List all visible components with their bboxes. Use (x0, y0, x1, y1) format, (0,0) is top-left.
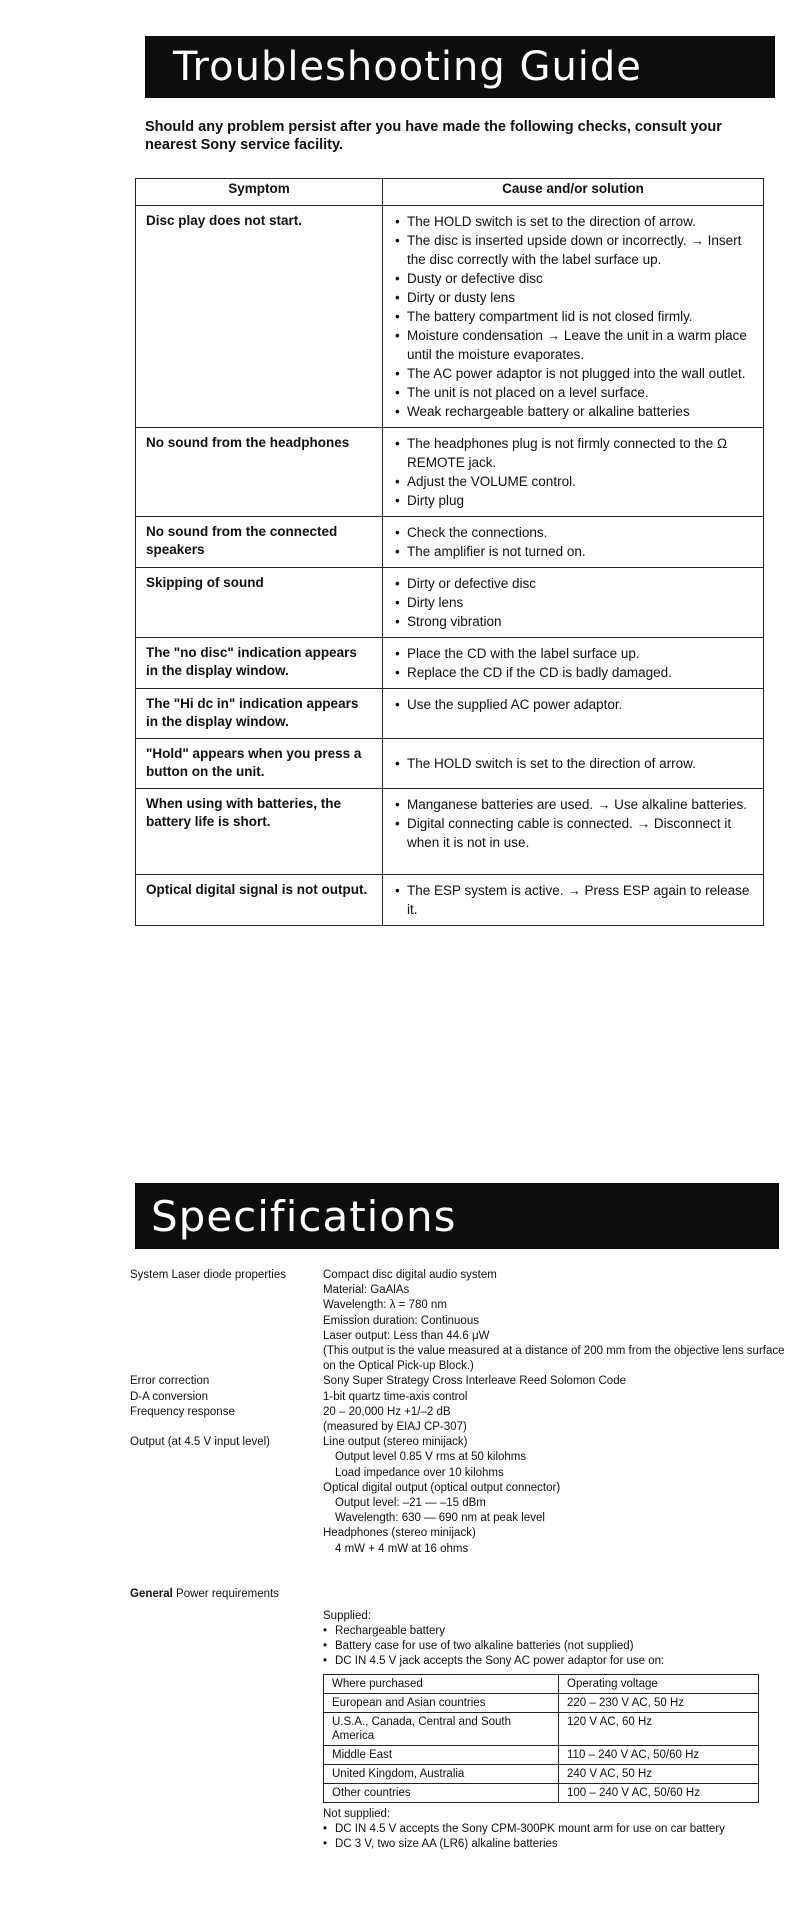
cause-item: • The amplifier is not turned on. (395, 542, 753, 561)
output-line: Optical digital output (optical output connector) (323, 1481, 561, 1494)
troubleshooting-title: Troubleshooting Guide (145, 36, 775, 98)
troubleshooting-table (135, 178, 764, 926)
spec-row-da (130, 1390, 790, 1405)
supplied-label: Supplied: (323, 1609, 371, 1622)
da-label: D-A conversion (130, 1390, 208, 1403)
system-label: System (130, 1269, 169, 1281)
laser-line: Emission duration: Continuous (323, 1314, 479, 1327)
cause-cell (383, 689, 764, 739)
da-value: 1-bit quartz time-axis control (323, 1390, 468, 1403)
symptom-cell: Skipping of sound (136, 568, 383, 638)
voltage-value: 120 V AC, 60 Hz (559, 1712, 759, 1745)
spec-value (323, 1268, 790, 1374)
voltage-value: 220 – 230 V AC, 50 Hz (559, 1693, 759, 1712)
cause-item: • Weak rechargeable battery or alkaline batteries (395, 402, 753, 421)
voltage-region: U.S.A., Canada, Central and South America (324, 1712, 559, 1745)
cause-item: • The battery compartment lid is not closed firmly. (395, 307, 753, 326)
symptom-cell: No sound from the connected speakers (136, 517, 383, 568)
output-line: 4 mW + 4 mW at 16 ohms (335, 1542, 469, 1555)
voltage-table (323, 1674, 759, 1803)
cause-item: • Dusty or defective disc (395, 269, 753, 288)
table-row (136, 428, 764, 517)
cause-item: • Replace the CD if the CD is badly damaged. (395, 663, 753, 682)
output-line: Headphones (stereo minijack) (323, 1527, 476, 1540)
voltage-region: Middle East (324, 1745, 559, 1764)
output-line: Wavelength: 630 — 690 nm at peak level (335, 1512, 545, 1525)
table-row (136, 206, 764, 428)
cause-cell (383, 739, 764, 789)
voltage-header-row (324, 1674, 759, 1693)
spec-label (130, 1268, 323, 1374)
spec-label (130, 1587, 323, 1852)
troubleshooting-intro: Should any problem persist after you have made the following checks, consult your nearest Sony service facility. (145, 119, 722, 153)
not-supplied-item: • DC 3 V, two size AA (LR6) alkaline batteries (323, 1837, 790, 1852)
cause-item: • The HOLD switch is set to the direction of arrow. (395, 212, 753, 231)
spec-row-general (130, 1587, 790, 1852)
freq-note: (measured by EIAJ CP-307) (323, 1421, 467, 1434)
not-supplied-label: Not supplied: (323, 1807, 391, 1820)
cause-item: • Place the CD with the label surface up. (395, 644, 753, 663)
cause-item: • The unit is not placed on a level surface. (395, 383, 753, 402)
symptom-cell: Optical digital signal is not output. (136, 875, 383, 926)
spec-value (323, 1435, 790, 1557)
table-row (136, 517, 764, 568)
cause-cell (383, 517, 764, 568)
table-row (136, 568, 764, 638)
spec-value (323, 1587, 790, 1852)
voltage-header: Where purchased (324, 1674, 559, 1693)
output-line: Output level 0.85 V rms at 50 kilohms (335, 1451, 527, 1464)
cause-cell (383, 638, 764, 689)
table-row (324, 1783, 759, 1802)
cause-item: • The ESP system is active. → Press ESP again to release it. (395, 881, 753, 919)
error-value: Sony Super Strategy Cross Interleave Reed Solomon Code (323, 1375, 626, 1388)
cause-cell (383, 875, 764, 926)
cause-cell (383, 568, 764, 638)
cause-cell (383, 428, 764, 517)
cause-item: • Strong vibration (395, 612, 753, 631)
symptom-cell: No sound from the headphones (136, 428, 383, 517)
table-row (324, 1764, 759, 1783)
power-label: Power requirements (176, 1587, 279, 1600)
voltage-region: United Kingdom, Australia (324, 1764, 559, 1783)
output-line: Load impedance over 10 kilohms (335, 1466, 504, 1479)
cause-item: • The disc is inserted upside down or incorrectly. → Insert the disc correctly with the label surface up. (395, 231, 753, 269)
symptom-header: Symptom (136, 179, 383, 206)
spec-row-system (130, 1268, 790, 1374)
cause-item: • Digital connecting cable is connected. → Disconnect it when it is not in use. (395, 814, 753, 852)
laser-line: Wavelength: λ = 780 nm (323, 1299, 447, 1312)
supplied-item: • Battery case for use of two alkaline batteries (not supplied) (323, 1639, 790, 1654)
supplied-item: • Rechargeable battery (323, 1624, 790, 1639)
table-row (324, 1745, 759, 1764)
freq-value: 20 – 20,000 Hz +1/–2 dB (323, 1405, 451, 1418)
spec-value (323, 1405, 790, 1435)
table-row (136, 638, 764, 689)
cause-header: Cause and/or solution (383, 179, 764, 206)
cause-item: • Dirty lens (395, 593, 753, 612)
laser-line: Material: GaAlAs (323, 1284, 410, 1297)
cause-item: • The AC power adaptor is not plugged into the wall outlet. (395, 364, 753, 383)
system-value: Compact disc digital audio system (323, 1269, 497, 1281)
symptom-cell: Disc play does not start. (136, 206, 383, 428)
specifications-body (130, 1268, 790, 1852)
table-row (324, 1693, 759, 1712)
spec-row-output (130, 1435, 790, 1557)
spec-row-error (130, 1374, 790, 1389)
cause-item: • Dirty plug (395, 491, 753, 510)
specifications-title: Specifications (135, 1183, 779, 1249)
symptom-cell: The "Hi dc in" indication appears in the display window. (136, 689, 383, 739)
voltage-value: 100 – 240 V AC, 50/60 Hz (559, 1783, 759, 1802)
symptom-cell: The "no disc" indication appears in the display window. (136, 638, 383, 689)
general-label: General (130, 1587, 173, 1600)
spec-row-frequency (130, 1405, 790, 1435)
output-line: Line output (stereo minijack) (323, 1436, 468, 1449)
symptom-cell: When using with batteries, the battery life is short. (136, 789, 383, 875)
cause-item: • Dirty or dusty lens (395, 288, 753, 307)
cause-item: • Moisture condensation → Leave the unit in a warm place until the moisture evaporates. (395, 326, 753, 364)
cause-item: • The HOLD switch is set to the direction of arrow. (395, 754, 753, 773)
cause-item: • Dirty or defective disc (395, 574, 753, 593)
cause-item: • Use the supplied AC power adaptor. (395, 695, 753, 714)
cause-item: • Check the connections. (395, 523, 753, 542)
voltage-region: European and Asian countries (324, 1693, 559, 1712)
table-row (324, 1712, 759, 1745)
table-row (136, 789, 764, 875)
voltage-header: Operating voltage (559, 1674, 759, 1693)
supplied-item: • DC IN 4.5 V jack accepts the Sony AC power adaptor for use on: (323, 1654, 790, 1669)
cause-item: • The headphones plug is not firmly connected to the Ω REMOTE jack. (395, 434, 753, 472)
freq-label: Frequency response (130, 1405, 235, 1418)
symptom-cell: "Hold" appears when you press a button on the unit. (136, 739, 383, 789)
laser-line: Laser output: Less than 44.6 μW (323, 1329, 490, 1342)
cause-cell (383, 789, 764, 875)
output-label: Output (at 4.5 V input level) (130, 1436, 270, 1449)
laser-line: (This output is the value measured at a distance of 200 mm from the objective lens surface on the Optical Pick-up Block.) (323, 1345, 785, 1373)
voltage-region: Other countries (324, 1783, 559, 1802)
table-row (136, 689, 764, 739)
voltage-value: 240 V AC, 50 Hz (559, 1764, 759, 1783)
table-row (136, 739, 764, 789)
table-row (136, 875, 764, 926)
cause-cell (383, 206, 764, 428)
output-line: Output level: –21 — –15 dBm (335, 1497, 486, 1510)
cause-item: • Adjust the VOLUME control. (395, 472, 753, 491)
laser-label: Laser diode properties (171, 1269, 286, 1281)
table-header-row (136, 179, 764, 206)
not-supplied-item: • DC IN 4.5 V accepts the Sony CPM-300PK mount arm for use on car battery (323, 1822, 790, 1837)
voltage-value: 110 – 240 V AC, 50/60 Hz (559, 1745, 759, 1764)
cause-item: • Manganese batteries are used. → Use alkaline batteries. (395, 795, 753, 814)
error-label: Error correction (130, 1375, 210, 1388)
